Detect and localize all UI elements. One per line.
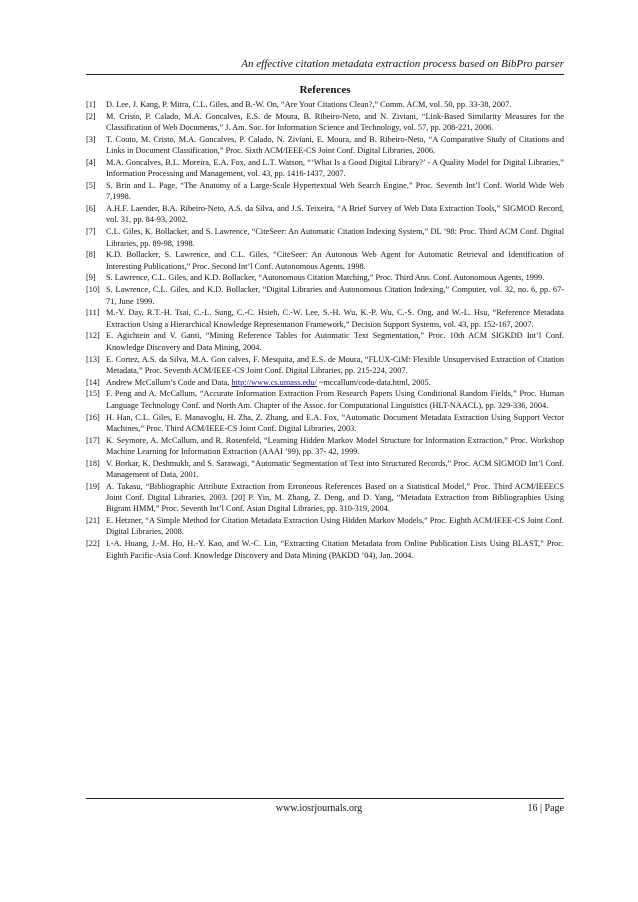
reference-item (86, 307, 564, 330)
reference-item (86, 515, 564, 538)
references-heading: References (299, 84, 351, 96)
reference-number: [4] (86, 157, 96, 167)
reference-item (86, 458, 564, 481)
reference-text: K.D. Bollacker, S. Lawrence, and C.L. Giles, “CiteSeer: An Autonous Web Agent for Automatic Retrieval and Identification of Interesting Publications,” Proc. Second Int’l Conf. Autonomous Agents, 1998. (106, 250, 564, 271)
reference-number: [22] (86, 539, 100, 549)
reference-text: D. Lee, J. Kang, P. Mitra, C.L. Giles, and B.-W. On, “Are Your Citations Clean?,” Comm. ACM, vol. 50, pp. 33-38, 2007. (106, 100, 512, 109)
reference-text: E. Agichtein and V. Ganti, “Mining Reference Tables for Automatic Text Segmentation,” Proc. 10th ACM SIGKDD Int’l Conf. Knowledge Discovery and Data Mining, 2004. (106, 331, 564, 352)
reference-number: [7] (86, 227, 96, 237)
reference-link[interactable]: http://www.cs.umass.edu/ (231, 377, 317, 387)
reference-number: [17] (86, 435, 100, 445)
reference-number: [16] (86, 412, 100, 422)
reference-number: [11] (86, 308, 100, 318)
reference-item (86, 180, 564, 203)
reference-item (86, 388, 564, 411)
reference-number: [10] (86, 285, 100, 295)
reference-text: M.-Y. Day, R.T.-H. Tsai, C.-L. Sung, C.-C. Hsieh, C.-W. Lee, S.-H. Wu, K.-P. Wu, C.-S. Ong, and W.-L. Hsu, “Reference Metadata Extraction Using a Hierarchical Knowledge Representation Framework,” Decision Support Systems, vol. 43, pp. 152-167, 2007. (106, 308, 564, 329)
reference-text: S. Brin and L. Page, “The Anatomy of a Large-Scale Hypertextual Web Search Engine,” Proc. Seventh Int’l Conf. World Wide Web 7,1998. (106, 181, 564, 202)
reference-text: E. Cortez, A.S. da Silva, M.A. Gon calves, F. Mesquita, and E.S. de Moura, “FLUX-CiM: Flexible Unsupervised Extraction of Citation Metadata,” Proc. Seventh ACM/IEEE-CS Joint Conf. Digital Libraries, pp. 215-224, 2007. (106, 354, 564, 375)
reference-text: A.H.F. Laender, B.A. Ribeiro-Neto, A.S. da Silva, and J.S. Teixeira, “A Brief Survey of Web Data Extraction Tools,” SIGMOD Record, vol. 31, pp. 84-93, 2002. (106, 204, 564, 225)
reference-text-before-link: Andrew McCallum’s Code and Data, (106, 377, 232, 387)
reference-text: S. Lawrence, C.L. Giles, and K.D. Bollacker, “Autonomous Citation Matching,” Proc. Third Ann. Conf. Autonomous Agents, 1999. (106, 273, 545, 283)
reference-number: [14] (86, 377, 100, 387)
reference-text: V. Borkar, K. Deshmukh, and S. Sarawagi, “Automatic Segmentation of Text into Structured Records,” Proc. ACM SIGMOD Int’l Conf. Management of Data, 2001. (106, 458, 564, 479)
reference-text: I.-A. Huang, J.-M. Ho, H.-Y. Kao, and W.-C. Lin, “Extracting Citation Metadata from Online Publication Lists Using BLAST,” Proc. Eighth Pacific-Asia Conf. Knowledge Discovery and Data Mining (PAKDD ’04), Jan. 2004. (106, 539, 564, 560)
reference-text: M. Cristo, P. Calado, M.A. Goncalves, E.S. de Moura, B. Ribeiro-Neto, and N. Ziviani, “Link-Based Similarity Measures for the Classification of Web Documents,” J. Am. Soc. for Information Science and Technology, vol. 57, pp. 208-221, 2006. (106, 111, 564, 133)
reference-number: [15] (86, 389, 100, 399)
reference-number: [5] (86, 181, 96, 191)
reference-text: C.L. Giles, K. Bollacker, and S. Lawrence, “CiteSeer: An Automatic Citation Indexing System,” DL ’98: Proc. Third ACM Conf. Digital Libraries, pp. 89-98, 1998. (106, 227, 564, 248)
reference-number: [8] (86, 250, 96, 260)
reference-number: [2] (86, 111, 96, 121)
reference-item (86, 226, 564, 249)
reference-text: T. Couto, M. Cristo, M.A. Goncalves, P. Calado, N. Ziviani, E. Moura, and B. Ribeiro-Neto, “A Comparative Study of Citations and Links in Document Classification,” Proc. Sixth ACM/IEEE-CS Joint Conf. Digital Libraries, 2006. (106, 134, 564, 156)
reference-number: [18] (86, 458, 100, 468)
reference-item (86, 203, 564, 226)
reference-item (86, 249, 564, 272)
reference-item (86, 538, 564, 561)
page-number: 16 | Page (527, 803, 564, 814)
reference-number: [21] (86, 516, 100, 526)
reference-item (86, 377, 564, 388)
reference-text: F. Peng and A. McCallum, “Accurate Information Extraction From Research Papers Using Conditional Random Fields,” Proc. Human Language Technology Conf. and North Am. Chapter of the Assoc. for Computational Linguistics (HLT-NAACL), pp. 329-336, 2004. (106, 389, 564, 410)
reference-item (86, 157, 564, 180)
reference-text: E. Hetzner, “A Simple Method for Citation Metadata Extraction Using Hidden Markov Models,” Proc. Eighth ACM/IEEE-CS Joint Conf. Digital Libraries, 2008. (106, 516, 564, 537)
reference-text: H. Han, C.L. Giles, E. Manavoglu, H. Zha, Z. Zhang, and E.A. Fox, “Automatic Document Metadata Extraction Using Support Vector Machines,” Proc. Third ACM/IEEE-CS Joint Conf. Digital Libraries, 2003. (106, 412, 564, 433)
footer-url: www.iosrjournals.org (275, 803, 363, 814)
reference-item (86, 330, 564, 353)
reference-text: K. Seymore, A. McCallum, and R. Rosenfeld, “Learning Hidden Markov Model Structure for Information Extraction,” Proc. Workshop Machine Learning for Information Extraction (AAAI ’99), pp. 37- 42, 1999. (106, 435, 564, 456)
reference-number: [12] (86, 331, 100, 341)
reference-number: [1] (86, 100, 96, 109)
reference-number: [6] (86, 204, 96, 214)
reference-item (86, 272, 564, 283)
reference-item (86, 354, 564, 377)
reference-item (86, 111, 564, 134)
reference-text: A. Takasu, “Bibliographic Attribute Extraction from Erroneous References Based on a Statistical Model,” Proc. Third ACM/IEEECS Joint Conf. Digital Libraries, 2003. [20] P. Yin, M. Zhang, Z. Deng, and D. Yang, “Metadata Extraction from Bibliographies Using Bigram HMM,” Proc. Seventh Int’l Conf. Asian Digital Libraries, pp. 310-319, 2004. (106, 481, 564, 514)
reference-item (86, 412, 564, 435)
reference-number: [19] (86, 481, 100, 491)
reference-list (86, 99, 564, 561)
reference-item (86, 99, 564, 110)
running-header: An effective citation metadata extraction process based on BibPro parser (241, 58, 564, 70)
reference-text: S. Lawrence, C.L. Giles, and K.D. Bollacker, “Digital Libraries and Autonomous Citation Indexing,” Computer, vol. 32, no. 6, pp. 67- 71, June 1999. (106, 285, 564, 306)
reference-number: [13] (86, 354, 100, 364)
header-rule (86, 74, 564, 75)
footer-rule (86, 798, 564, 799)
reference-number: [9] (86, 273, 96, 283)
reference-item (86, 134, 564, 157)
reference-text: M.A. Goncalves, B.L. Moreira, E.A. Fox, and L.T. Watson, “‘What Is a Good Digital Library?’ - A Quality Model for Digital Libraries,” Information Processing and Management, vol. 43, pp. 1416-1437, 2007. (106, 157, 564, 179)
reference-text-after-link: ~mccallum/code-data.html, 2005. (316, 377, 431, 387)
reference-item (86, 481, 564, 515)
reference-item (86, 435, 564, 458)
reference-text (106, 377, 564, 388)
reference-item (86, 284, 564, 307)
reference-number: [3] (86, 134, 96, 144)
